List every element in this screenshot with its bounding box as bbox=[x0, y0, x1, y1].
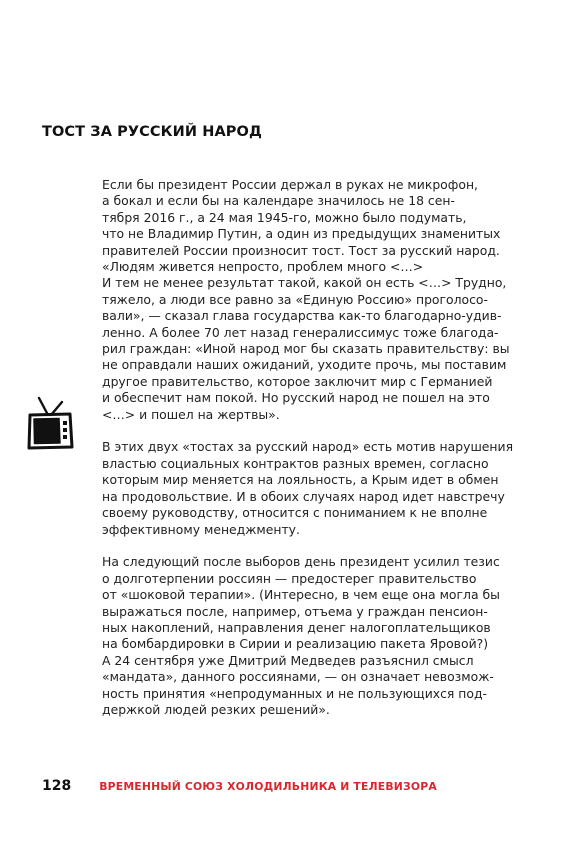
text-line: ленно. А более 70 лет назад генералиссимус тоже благода- bbox=[102, 324, 499, 340]
text-line: тября 2016 г., а 24 мая 1945-го, можно было подумать, bbox=[102, 209, 467, 225]
text-line: вали», — сказал глава государства как-то благодарно-удив- bbox=[102, 308, 502, 324]
text-line: тяжело, а люди все равно за «Единую Россию» проголосо- bbox=[102, 291, 488, 307]
text-line: на бомбардировки в Сирии и реализацию пакета Яровой?) bbox=[102, 636, 489, 652]
text-line: другое правительство, которое заключит мир с Германией bbox=[102, 373, 493, 389]
text-line: и обеспечит нам покой. Но русский народ не пошел на это bbox=[102, 390, 490, 406]
paragraph bbox=[102, 177, 510, 423]
text-line: «мандата», данного россиянами, — он означает невозмож- bbox=[102, 669, 494, 685]
paragraph bbox=[102, 439, 514, 537]
page-number: 128 bbox=[42, 778, 72, 794]
text-line: своему руководству, относится с пониманием к не вполне bbox=[102, 505, 488, 521]
text-line: На следующий после выборов день президент усилил тезис bbox=[102, 554, 500, 570]
chapter-title: ТОСТ ЗА РУССКИЙ НАРОД bbox=[42, 124, 262, 140]
text-line: И тем не менее результат такой, какой он есть <…> Трудно, bbox=[102, 275, 507, 291]
text-line: ных накоплений, направления денег налогоплательщиков bbox=[102, 619, 491, 635]
text-line: которым мир меняется на лояльность, а Крым идет в обмен bbox=[102, 472, 499, 488]
text-line: А 24 сентября уже Дмитрий Медведев разъяснил смысл bbox=[102, 652, 474, 668]
text-line: рил граждан: «Иной народ мог бы сказать правительству: вы bbox=[102, 341, 510, 357]
text-line: ность принятия «непродуманных и не пользующихся под- bbox=[102, 685, 488, 701]
text-line: выражаться после, например, отъема у граждан пенсион- bbox=[102, 603, 488, 619]
text-line: а бокал и если бы на календаре значилось не 18 сен- bbox=[102, 193, 455, 209]
text-line: от «шоковой терапии». (Интересно, в чем еще она могла бы bbox=[102, 587, 500, 603]
paragraph bbox=[102, 554, 500, 718]
text-line: эффективному менеджменту. bbox=[102, 521, 300, 537]
text-line: <…> и пошел на жертвы». bbox=[102, 406, 280, 422]
text-line: о долготерпении россиян — предостерег правительство bbox=[102, 570, 477, 586]
article-body bbox=[102, 177, 514, 718]
text-line: Если бы президент России держал в руках не микрофон, bbox=[102, 177, 478, 192]
running-title: ВРЕМЕННЫЙ СОЮЗ ХОЛОДИЛЬНИКА И ТЕЛЕВИЗОРА bbox=[99, 780, 437, 793]
text-line: не оправдали наших ожиданий, уходите прочь, мы поставим bbox=[102, 357, 507, 373]
tv-icon bbox=[26, 395, 74, 451]
text-line: на продовольствие. И в обоих случаях народ идет навстречу bbox=[102, 488, 505, 504]
page-footer bbox=[42, 778, 437, 794]
text-line: «Людям живется непросто, проблем много <…> bbox=[102, 259, 424, 275]
text-line: правителей России произносит тост. Тост за русский народ. bbox=[102, 242, 500, 258]
text-line: держкой людей резких решений». bbox=[102, 701, 330, 717]
text-line: властью социальных контрактов разных времен, согласно bbox=[102, 455, 489, 471]
text-line: В этих двух «тостах за русский народ» есть мотив нарушения bbox=[102, 439, 514, 455]
text-line: что не Владимир Путин, а один из предыдущих знаменитых bbox=[102, 226, 501, 242]
